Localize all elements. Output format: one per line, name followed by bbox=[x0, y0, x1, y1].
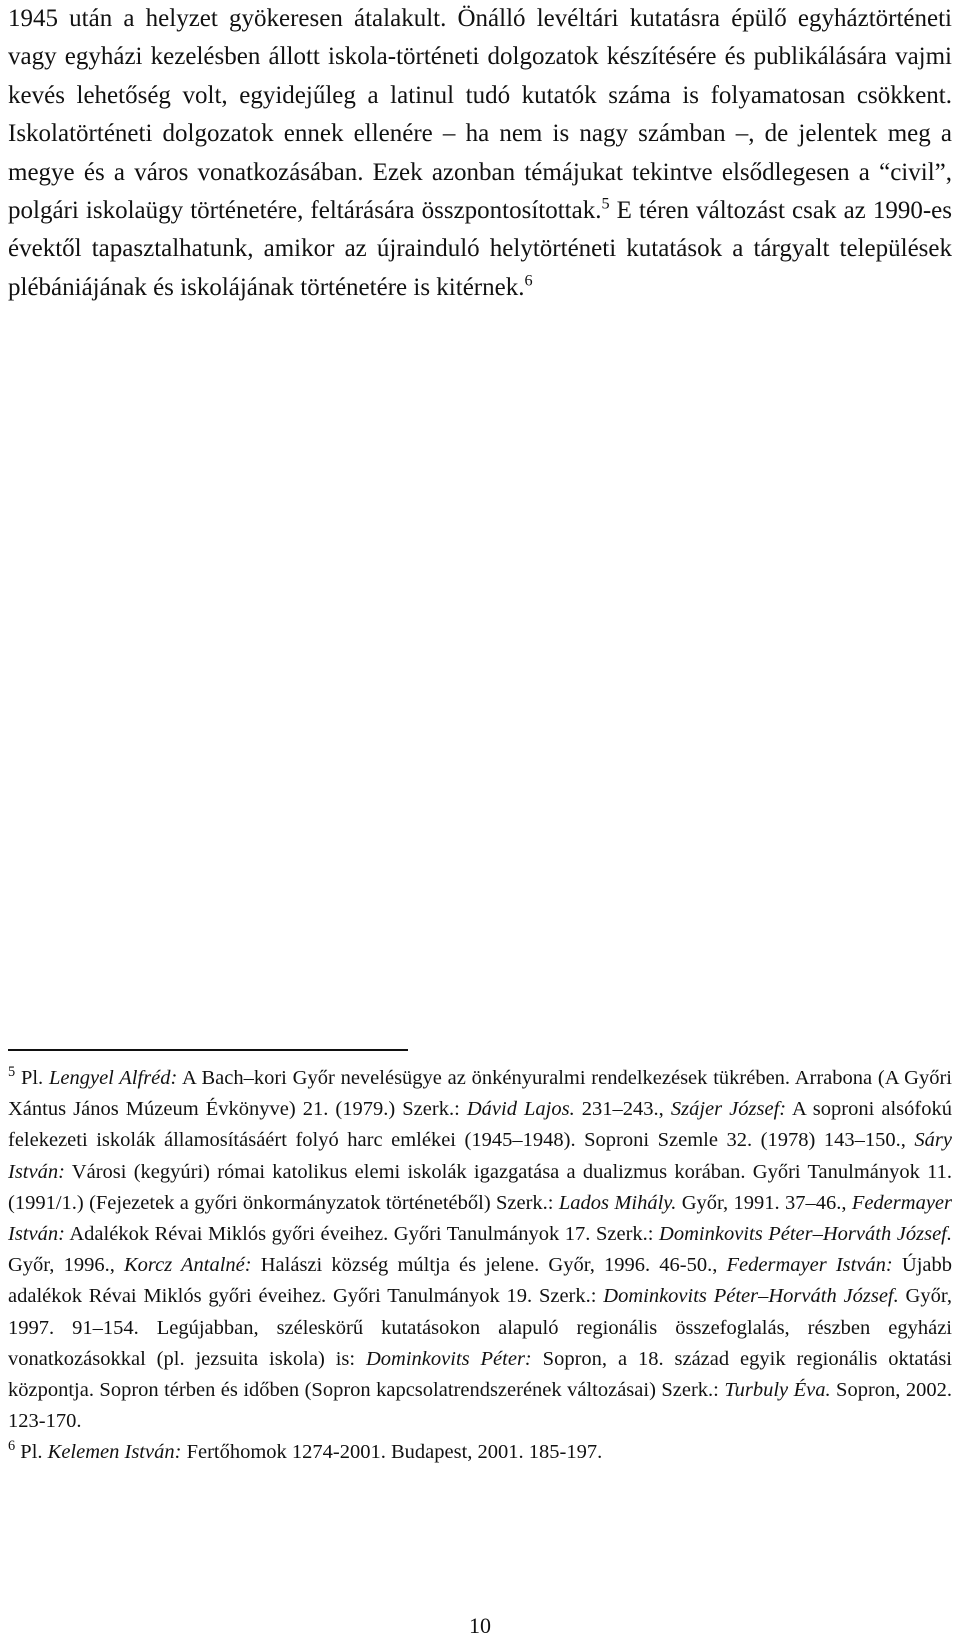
footnote-text: Győr, 1996., bbox=[8, 1254, 124, 1277]
footnote-text: Pl. bbox=[15, 1067, 49, 1089]
footnote-text: A soproni alsófokú felekezeti iskolák államosításáért folyó harc emlékei (1945–1948). Soproni Szemle 32. (1978) 143–150., bbox=[8, 1098, 952, 1152]
footnote-editor: Dominkovits Péter–Horváth József. bbox=[603, 1285, 899, 1308]
footnote-author: Federmayer István: bbox=[726, 1254, 893, 1277]
footnote-editor: Dávid Lajos. bbox=[466, 1098, 575, 1121]
footnote-text: Adalékok Révai Miklós győri éveihez. Győri Tanulmányok 17. Szerk.: bbox=[64, 1223, 660, 1246]
footnote-ref-6[interactable]: 6 bbox=[524, 271, 533, 290]
footnote-text: Győr, 1997. 91–154. Legújabban, széleskörű kutatásokon alapuló regionális összefoglalás, részben egyházi vonatkozásokkal (pl. jezsuita iskola) is: bbox=[8, 1285, 952, 1370]
paragraph-text-part-2: E téren változást csak az 1990-es évektől tapasztalhatunk, amikor az újrainduló helytörténeti kutatások a tárgyalt települések plébániájának és iskolájának történetére is kitérnek. bbox=[8, 197, 953, 301]
footnote-text: Halászi község múltja és jelene. Győr, 1996. 46-50., bbox=[251, 1254, 727, 1277]
footnote-5-number: 5 bbox=[8, 1064, 16, 1081]
footnote-editor: Dominkovits Péter–Horváth József. bbox=[659, 1223, 952, 1246]
footnotes-section bbox=[8, 1063, 952, 1469]
page-number: 10 bbox=[469, 1613, 491, 1638]
footnote-author: Szájer József: bbox=[670, 1098, 787, 1121]
footnote-author: Korcz Antalné: bbox=[124, 1254, 252, 1277]
footnote-author: Lengyel Alfréd: bbox=[48, 1067, 178, 1089]
footnote-author: Kelemen István: bbox=[47, 1441, 182, 1464]
main-paragraph bbox=[8, 0, 952, 307]
footnote-6 bbox=[8, 1437, 952, 1468]
footnote-author: Federmayer István: bbox=[8, 1191, 952, 1246]
footnote-text: Pl. bbox=[15, 1441, 48, 1464]
footnote-text: Újabb adalékok Révai Miklós győri éveihez. Győri Tanulmányok 19. Szerk.: bbox=[8, 1254, 953, 1308]
footnote-6-number: 6 bbox=[8, 1438, 16, 1455]
footnote-author: Dominkovits Péter: bbox=[366, 1347, 532, 1370]
footnote-author: Sáry István: bbox=[8, 1129, 952, 1183]
footnote-text: Sopron, a 18. század egyik regionális oktatási központja. Sopron térben és időben (Sopron kapcsolatrendszerének változásai) Szerk.: bbox=[8, 1347, 952, 1402]
paragraph-text-part-1: 1945 után a helyzet gyökeresen átalakult. Önálló levéltári kutatásra épülő egyháztörténeti vagy egyházi kezelésben állott iskola-történeti dolgozatok készítésére és publikálására vajmi kevés lehetőség volt, egyidejűleg a latinul tudó kutatók száma is folyamatosan csökkent. Iskolatörténeti dolgozatok ennek ellenére – ha nem is nagy számban –, de jelentek meg a megye és a város vonatkozásában. Ezek azonban témájukat tekintve elsődlegesen a “civil”, polgári iskolaügy történetére, feltárására összpontosítottak. bbox=[8, 5, 952, 225]
footnote-text: Sopron, 2002. 123-170. bbox=[8, 1379, 952, 1433]
footnote-text: Városi (kegyúri) római katolikus elemi iskolák igazgatása a dualizmus korában. Győri Tanulmányok 11. (1991/1.) (Fejezetek a győri önkormányzatok történetéből) Szerk.: bbox=[8, 1160, 952, 1214]
footnote-text: 231–243., bbox=[574, 1098, 671, 1121]
footnote-editor: Turbuly Éva. bbox=[724, 1379, 831, 1402]
footnote-text: Győr, 1991. 37–46., bbox=[676, 1191, 852, 1214]
footnote-ref-5[interactable]: 5 bbox=[601, 194, 610, 213]
footnote-separator bbox=[8, 1049, 408, 1051]
footnote-5 bbox=[8, 1063, 952, 1437]
footnote-text: A Bach–kori Győr nevelésügye az önkényuralmi rendelkezések tükrében. Arrabona (A Győri Xántus János Múzeum Évkönyve) 21. (1979.) Szerk.: bbox=[8, 1067, 952, 1121]
footnote-editor: Lados Mihály. bbox=[558, 1191, 677, 1214]
footnote-text: Fertőhomok 1274-2001. Budapest, 2001. 185-197. bbox=[181, 1441, 603, 1464]
